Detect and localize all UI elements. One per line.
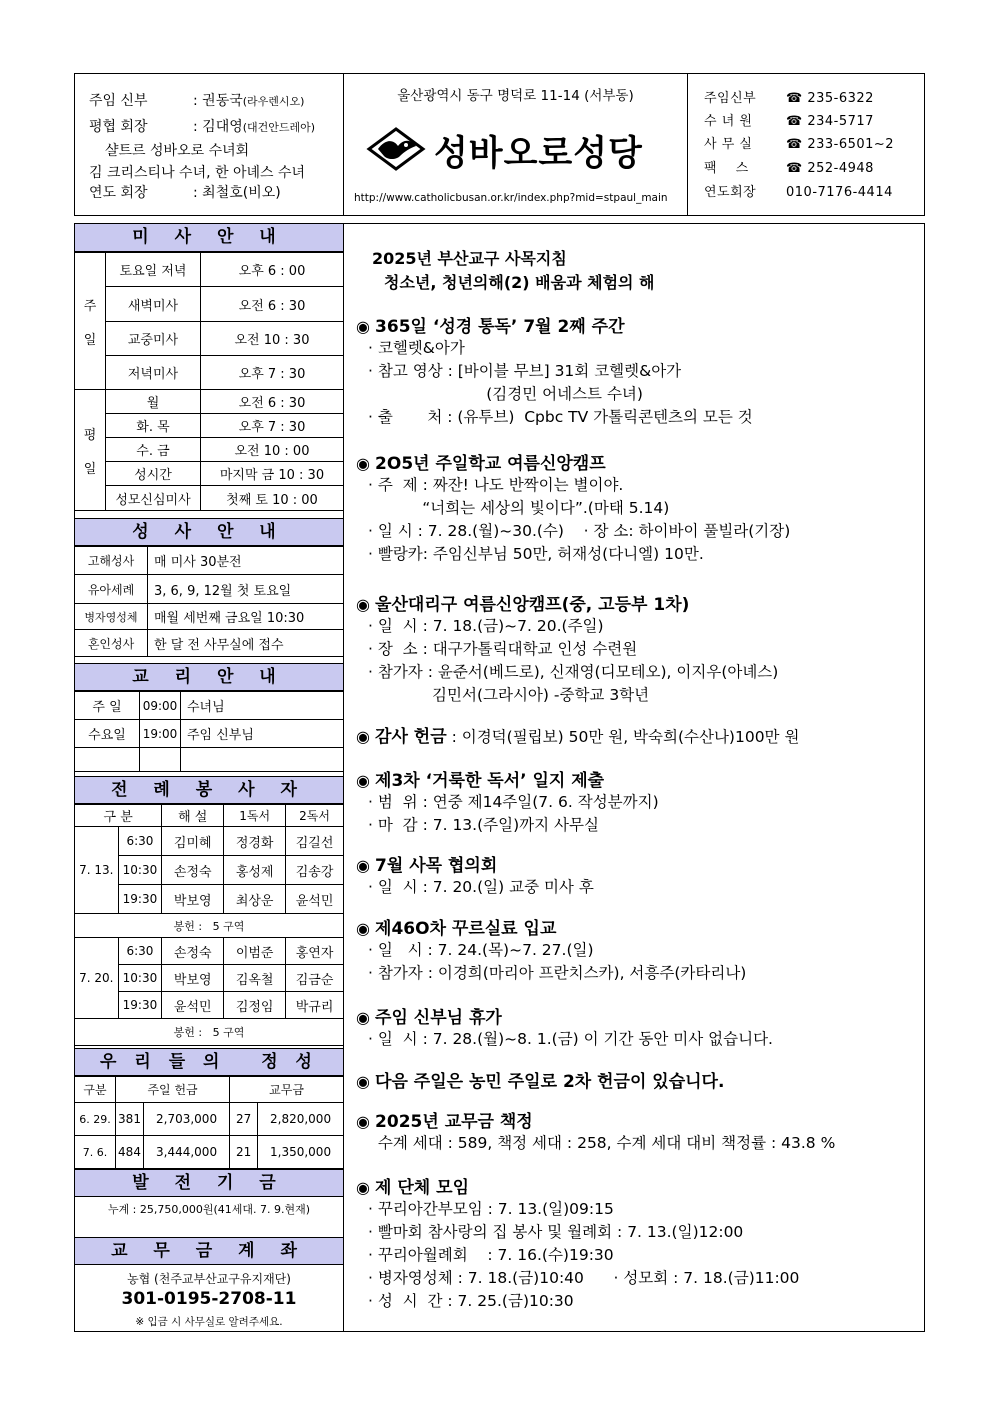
sacrament-name: 고해성사 (75, 547, 148, 575)
mass-name: 교중미사 (106, 322, 201, 356)
contact-value: ☎ 233-6501~2 (786, 137, 895, 152)
reader-2: 김송강 (286, 856, 343, 885)
offering-header: 주일 헌금 (116, 1077, 230, 1103)
contact-label: 주임신부 (704, 91, 757, 106)
catechism-time: 09:00 (140, 692, 181, 720)
notice-title (356, 914, 556, 939)
liturgy-header: 1독서 (224, 805, 286, 827)
notice-line: (김경민 어네스트 수녀) (368, 385, 643, 403)
notice-inline-text: : 이경덕(필립보) 50만 원, 박숙희(수산나)100만 원 (446, 728, 800, 746)
sacrament-value: 매월 세번째 금요일 10:30 (148, 604, 344, 630)
contact-label: 연도회장 (704, 185, 757, 200)
notice-heading: 다음 주일은 농민 주일로 2차 헌금이 있습니다. (375, 1072, 725, 1092)
fund-total: 누계 : 25,750,000원(41세대. 7. 9.현재) (107, 1203, 311, 1216)
mass-name: 성시간 (106, 462, 201, 486)
contact-value: 010-7176-4414 (786, 185, 893, 200)
staff-value: : 김대영 (193, 119, 243, 135)
notice-heading: 울산대리구 여름신앙캠프(중, 고등부 1차) (375, 595, 690, 615)
contact-line (704, 87, 874, 106)
contact-value: ☎ 252-4948 (786, 161, 874, 176)
header-staff-box (74, 73, 344, 216)
liturgy-time: 19:30 (118, 992, 162, 1019)
notice-line: · 출 처 : (유투브) Cpbc TV 가톨릭콘텐츠의 모든 것 (368, 408, 753, 426)
liturgy-time: 10:30 (118, 856, 162, 885)
offering-count: 381 (116, 1103, 144, 1136)
left-info-column (74, 223, 344, 1332)
staff-note: (대건안드레아) (242, 121, 316, 134)
notice-title (356, 1067, 724, 1092)
reader-1: 이범준 (224, 938, 286, 965)
bullet-icon: ◉ (356, 1008, 376, 1027)
notice-line: · 일 시 : 7. 28.(월)~30.(수) · 장 소: 하이바이 풀빌라(기장) (368, 522, 791, 540)
offering-section-title: 우 리 들 의 정 성 (75, 1048, 343, 1076)
mass-time: 첫째 토 10 : 00 (201, 486, 344, 511)
notice-line: · 꾸리아간부모임 : 7. 13.(일)09:15 (368, 1200, 614, 1218)
empty-cell (140, 748, 181, 772)
offering-header: 교무금 (230, 1077, 343, 1103)
staff-line: 샬트르 성바오로 수녀회 (105, 143, 250, 159)
weekday-label (75, 390, 106, 511)
sacrament-value: 3, 6, 9, 12월 첫 토요일 (148, 575, 344, 604)
staff-line (89, 90, 304, 110)
offering-count: 484 (116, 1136, 144, 1169)
header-parish-box (343, 73, 688, 216)
mass-time: 오전 10 : 00 (201, 438, 344, 462)
account-section-title: 교 무 금 계 좌 (75, 1237, 343, 1265)
sunday-label-char: 일 (83, 332, 97, 348)
bullet-icon: ◉ (356, 727, 376, 746)
dues-count: 21 (230, 1136, 258, 1169)
liturgy-offering: 봉헌 : 5 구역 (75, 914, 343, 938)
contact-line (704, 133, 894, 152)
reader-2: 김길선 (286, 827, 343, 856)
notice-heading: 제3차 ‘거룩한 독서’ 일지 제출 (375, 771, 605, 791)
notice-title (356, 722, 799, 747)
mass-time: 오후 6 : 00 (201, 253, 344, 287)
reader-1: 김옥철 (224, 965, 286, 992)
mass-name: 토요일 저녁 (106, 253, 201, 287)
notice-line: · 일 시 : 7. 18.(금)~7. 20.(주일) (368, 617, 604, 635)
bullet-icon: ◉ (356, 1072, 376, 1091)
guideline-title: 2025년 부산교구 사목지침 (372, 249, 567, 268)
guideline-subtitle: 청소년, 청년의해(2) 배움과 체험의 해 (384, 273, 655, 292)
sacrament-name: 병자영성체 (75, 604, 148, 630)
reader-1: 최상운 (224, 885, 286, 914)
commentator: 윤석민 (162, 992, 224, 1019)
dove-logo-icon (366, 126, 426, 172)
commentator: 박보영 (162, 885, 224, 914)
notice-line: · 참가자 : 이경희(마리아 프란치스카), 서흥주(카타리나) (368, 964, 747, 982)
contact-label: 팩 스 (704, 161, 749, 176)
bullet-icon: ◉ (356, 1112, 376, 1131)
contact-label: 수 녀 원 (704, 114, 753, 129)
account-bank: 농협 (천주교부산교구유지재단) (127, 1272, 291, 1286)
liturgy-offering: 봉헌 : 5 구역 (75, 1019, 343, 1046)
reader-1: 김정임 (224, 992, 286, 1019)
notice-title (356, 851, 497, 876)
liturgy-time: 19:30 (118, 885, 162, 914)
reader-1: 정경화 (224, 827, 286, 856)
notice-line: · 빨랑카: 주임신부님 50만, 허재성(다니엘) 10만. (368, 545, 704, 563)
contact-value: ☎ 234-5717 (786, 114, 874, 129)
staff-label: 주임 신부 (89, 93, 148, 109)
bullet-icon: ◉ (356, 1178, 376, 1197)
liturgy-table (75, 804, 343, 1046)
notice-line: · 빨마회 참사랑의 집 봉사 및 월례회 : 7. 13.(일)12:00 (368, 1223, 744, 1241)
notice-heading: 감사 헌금 (375, 727, 447, 747)
notice-title (356, 590, 689, 615)
contact-line (704, 110, 874, 129)
mass-name: 수. 금 (106, 438, 201, 462)
staff-line (89, 182, 281, 202)
notice-heading: 주임 신부님 휴가 (375, 1008, 502, 1028)
dues-amount: 2,820,000 (258, 1103, 343, 1136)
bullet-icon: ◉ (356, 595, 376, 614)
mass-time: 오후 7 : 30 (201, 414, 344, 438)
sacrament-name: 혼인성사 (75, 630, 148, 657)
contact-label: 사 무 실 (704, 137, 753, 152)
offering-amount: 3,444,000 (144, 1136, 230, 1169)
staff-value: : 최철호(비오) (193, 185, 281, 201)
contact-line (704, 157, 874, 176)
notice-line: · 일 시 : 7. 24.(목)~7. 27.(일) (368, 941, 594, 959)
mass-time: 오전 6 : 30 (201, 287, 344, 322)
sacrament-table (75, 546, 343, 657)
empty-cell (75, 748, 140, 772)
reader-2: 윤석민 (286, 885, 343, 914)
notice-line: · 꾸리아월례회 : 7. 16.(수)19:30 (368, 1246, 614, 1264)
weekday-label-char: 평 (83, 427, 97, 443)
contact-line (704, 181, 893, 200)
bullet-icon: ◉ (356, 317, 376, 336)
catechism-table (75, 691, 343, 772)
commentator: 손정숙 (162, 856, 224, 885)
header-contacts-box (687, 73, 925, 216)
mass-time: 오후 7 : 30 (201, 356, 344, 390)
notice-line: · 장 소 : 대구가톨릭대학교 인성 수련원 (368, 640, 638, 658)
liturgy-header: 2독서 (286, 805, 343, 827)
notices-column (343, 223, 925, 1332)
mass-time: 오전 6 : 30 (201, 390, 344, 414)
notice-title (356, 449, 606, 474)
sunday-label-char: 주 (83, 298, 97, 314)
catechism-teacher: 수녀님 (181, 692, 344, 720)
bullet-icon: ◉ (356, 454, 376, 473)
mass-name: 월 (106, 390, 201, 414)
liturgy-time: 6:30 (118, 938, 162, 965)
reader-2: 김금순 (286, 965, 343, 992)
mass-name: 화. 목 (106, 414, 201, 438)
notice-heading: 365일 ‘성경 통독’ 7월 2째 주간 (375, 317, 625, 337)
catechism-teacher: 주임 신부님 (181, 720, 344, 748)
notice-line: 수계 세대 : 589, 책정 세대 : 258, 수계 세대 대비 책정률 : 43.8 % (368, 1134, 836, 1152)
offering-amount: 2,703,000 (144, 1103, 230, 1136)
mass-table (75, 252, 343, 511)
reader-2: 박규리 (286, 992, 343, 1019)
sacrament-value: 매 미사 30분전 (148, 547, 344, 575)
notice-line: · 범 위 : 연중 제14주일(7. 6. 작성분까지) (368, 793, 659, 811)
weekday-label-char: 일 (83, 461, 97, 477)
offering-date: 7. 6. (75, 1136, 116, 1169)
staff-line (89, 116, 315, 136)
notice-line: · 성 시 간 : 7. 25.(금)10:30 (368, 1292, 574, 1310)
notice-title (356, 312, 625, 337)
commentator: 손정숙 (162, 938, 224, 965)
notice-line: · 주 제 : 짜잔! 나도 반짝이는 별이야. (368, 476, 624, 494)
bullet-icon: ◉ (356, 856, 376, 875)
mass-time: 마지막 금 10 : 30 (201, 462, 344, 486)
commentator: 박보영 (162, 965, 224, 992)
catechism-day: 수요일 (75, 720, 140, 748)
notice-heading: 2025년 교무금 책정 (375, 1112, 533, 1132)
notice-heading: 제 단체 모임 (375, 1178, 469, 1198)
notice-line: · 일 시 : 7. 28.(월)~8. 1.(금) 이 기간 동안 미사 없습니다. (368, 1030, 773, 1048)
notice-line: · 병자영성체 : 7. 18.(금)10:40 · 성모회 : 7. 18.(금)11:00 (368, 1269, 800, 1287)
bullet-icon: ◉ (356, 919, 376, 938)
notice-line: · 참고 영상 : [바이블 무브] 31회 코헬렛&아가 (368, 362, 682, 380)
liturgy-section-title: 전 례 봉 사 자 (75, 776, 343, 804)
staff-note: (라우렌시오) (242, 95, 305, 108)
empty-cell (181, 748, 344, 772)
mass-name: 저녁미사 (106, 356, 201, 390)
staff-line: 김 크리스티나 수녀, 한 아녜스 수녀 (89, 165, 306, 181)
notice-heading: 2O5년 주일학교 여름신앙캠프 (375, 454, 606, 474)
notice-line: · 코헬렛&아가 (368, 339, 465, 357)
mass-name: 새벽미사 (106, 287, 201, 322)
sacrament-name: 유아세례 (75, 575, 148, 604)
sacrament-value: 한 달 전 사무실에 접수 (148, 630, 344, 657)
notice-line: · 참가자 : 윤준서(베드로), 신재영(디모테오), 이지우(아녜스) (368, 663, 779, 681)
catechism-day: 주 일 (75, 692, 140, 720)
mass-section-title: 미 사 안 내 (75, 224, 343, 252)
sacrament-section-title: 성 사 안 내 (75, 518, 343, 546)
notice-heading: 제46O차 꾸르실료 입교 (375, 919, 557, 939)
liturgy-date: 7. 13. (75, 827, 118, 914)
liturgy-date: 7. 20. (75, 938, 118, 1019)
sunday-label (75, 253, 106, 390)
notice-heading: 7월 사목 협의회 (375, 856, 498, 876)
account-number: 301-0195-2708-11 (121, 1289, 297, 1309)
catechism-section-title: 교 리 안 내 (75, 663, 343, 691)
contact-value: ☎ 235-6322 (786, 91, 874, 106)
reader-2: 홍연자 (286, 938, 343, 965)
commentator: 김미혜 (162, 827, 224, 856)
mass-time: 오전 10 : 30 (201, 322, 344, 356)
notice-line: · 일 시 : 7. 20.(일) 교중 미사 후 (368, 878, 594, 896)
bullet-icon: ◉ (356, 771, 376, 790)
parish-name: 성바오로성당 (434, 134, 643, 174)
notice-line: “너희는 세상의 빛이다”.(마태 5.14) (368, 499, 670, 517)
notice-title (356, 766, 604, 791)
notice-title (356, 1003, 502, 1028)
dues-amount: 1,350,000 (258, 1136, 343, 1169)
notice-line: · 마 감 : 7. 13.(주일)까지 사무실 (368, 816, 599, 834)
reader-1: 홍성제 (224, 856, 286, 885)
catechism-time: 19:00 (140, 720, 181, 748)
staff-label: 연도 회장 (89, 185, 148, 201)
offering-date: 6. 29. (75, 1103, 116, 1136)
liturgy-header: 해 설 (162, 805, 224, 827)
mass-name: 성모신심미사 (106, 486, 201, 511)
parish-url[interactable]: http://www.catholicbusan.or.kr/index.php?mid=stpaul_main (354, 192, 668, 204)
notice-line: 김민서(그라시아) -중학교 3학년 (368, 686, 650, 704)
liturgy-time: 10:30 (118, 965, 162, 992)
notice-title (356, 1107, 533, 1132)
offering-header: 구분 (75, 1077, 116, 1103)
liturgy-header: 구 분 (75, 805, 162, 827)
dues-count: 27 (230, 1103, 258, 1136)
notice-title (356, 1173, 469, 1198)
offering-table (75, 1076, 343, 1169)
parish-address: 울산광역시 동구 명덕로 11-14 (서부동) (397, 88, 634, 104)
account-note: ※ 입금 시 사무실로 알려주세요. (135, 1316, 283, 1328)
staff-label: 평협 회장 (89, 119, 148, 135)
fund-section-title: 발 전 기 금 (75, 1169, 343, 1197)
staff-value: : 권동국 (193, 93, 243, 109)
liturgy-time: 6:30 (118, 827, 162, 856)
